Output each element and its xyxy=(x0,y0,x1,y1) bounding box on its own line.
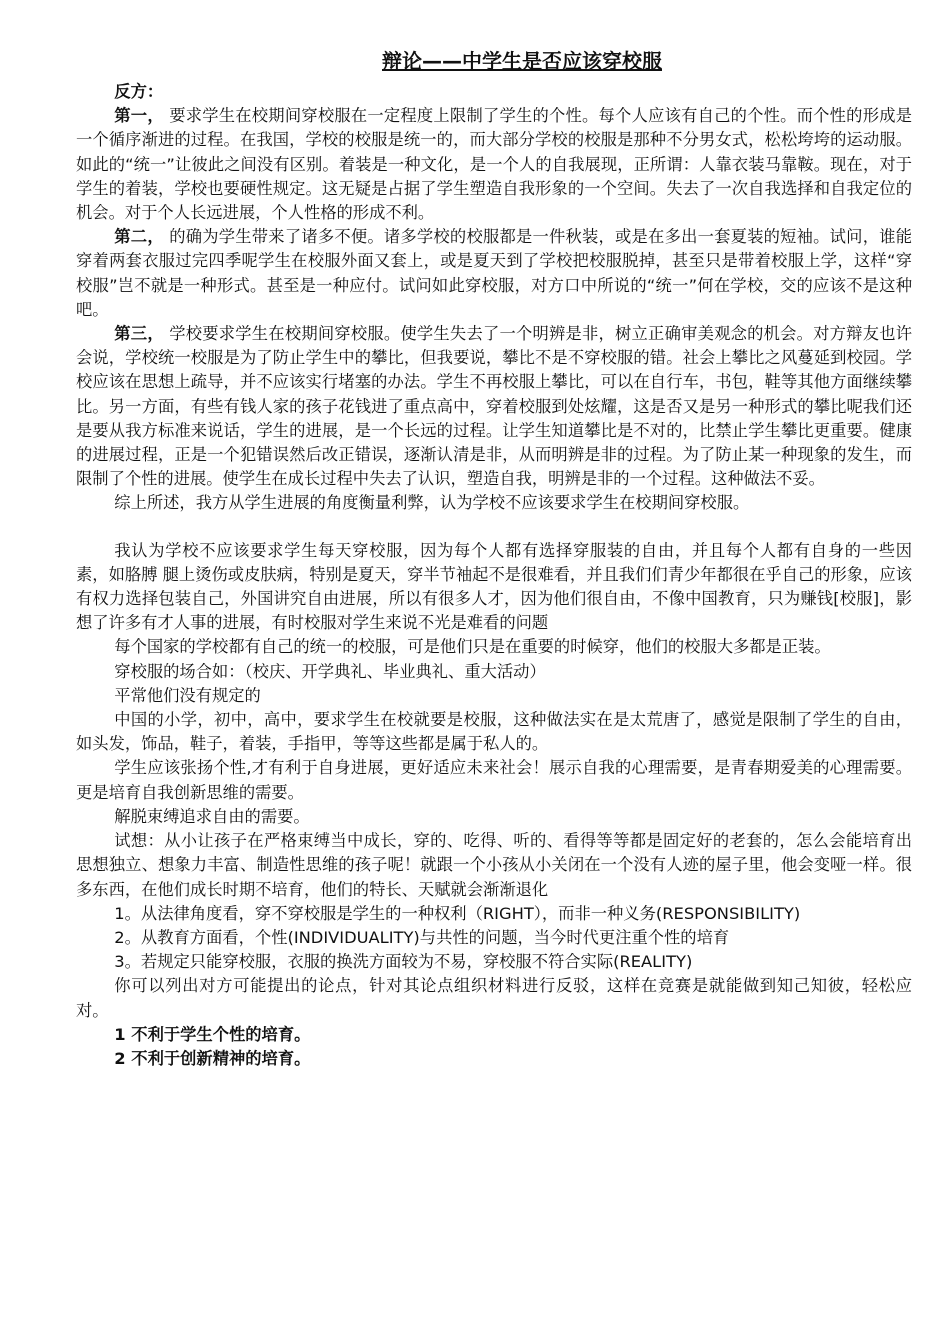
point-2-label: 第二， xyxy=(114,227,164,247)
point-3-label: 第三， xyxy=(114,324,164,344)
page-title: 辩论——中学生是否应该穿校服 xyxy=(382,49,662,73)
paragraph: 中国的小学，初中，高中，要求学生在校就要是校服，这种做法实在是太荒唐了，感觉是限制了学生的自由，如头发，饰品，鞋子，着装，手指甲，等等这些都是属于私人的。 xyxy=(76,710,912,754)
paragraph: 解脱束缚追求自由的需要。 xyxy=(114,806,310,826)
paragraph: 你可以列出对方可能提出的论点，针对其论点组织材料进行反驳，这样在竞赛是就能做到知己知彼，轻松应对。 xyxy=(76,976,912,1020)
document-page xyxy=(76,44,912,1071)
paragraph: 平常他们没有规定的 xyxy=(114,685,261,705)
summary-paragraph: 综上所述，我方从学生进展的角度衡量利弊，认为学校不应该要求学生在校期间穿校服。 xyxy=(114,493,750,513)
paragraph: 试想：从小让孩子在严格束缚当中成长，穿的、吃得、听的、看得等等都是固定好的老套的，怎么会能培育出思想独立、想象力丰富、制造性思维的孩子呢！就跟一个小孩从小关闭在一个没有人迹的屋子里，他会变哑一样。很多东西，在他们成长时期不培育，他们的特长、天赋就会渐渐退化 xyxy=(76,831,912,899)
point-1-label: 第一， xyxy=(114,106,164,126)
paragraph: 我认为学校不应该要求学生每天穿校服，因为每个人都有选择穿服装的自由，并且每个人都有自身的一些因素，如胳膊 腿上烫伤或皮肤病，特别是夏天，穿半节袖起不是很难看，并且我们们青少年都很在乎自己的形象，应该有权力选择包装自己，外国讲究自由进展，所以有很多人才，因为他们很自由，不像中国教育，只为赚钱[校服]，影想了许多有才人事的进展，有时校服对学生来说不光是难看的问题 xyxy=(76,540,912,633)
point-2-text: 的确为学生带来了诸多不便。诸多学校的校服都是一件秋装，或是在多出一套夏装的短袖。试问，谁能穿着两套衣服过完四季呢学生在校服外面又套上，或是夏天到了学校把校服脱掉，甚至只是带着校服上学，这样“穿校服”岂不就是一种形式。甚至是一种应付。试问如此穿校服，对方口中所说的“统一”何在学校，交的应该不是这种吧。 xyxy=(76,227,912,319)
spacer xyxy=(76,516,912,539)
paragraph: 每个国家的学校都有自己的统一的校服，可是他们只是在重要的时候穿，他们的校服大多都是正装。 xyxy=(114,637,831,657)
point-2 xyxy=(76,225,912,322)
conclusion-1: 1 不利于学生个性的培育。 xyxy=(114,1024,311,1044)
point-3-text: 学校要求学生在校期间穿校服。使学生失去了一个明辨是非，树立正确审美观念的机会。对方辩友也许会说，学校统一校服是为了防止学生中的攀比，但我要说，攀比不是不穿校服的错。社会上攀比之风蔓延到校园。学校应该在思想上疏导，并不应该实行堵塞的办法。学生不再校服上攀比，可以在自行车，书包，鞋等其他方面继续攀比。另一方面，有些有钱人家的孩子花钱进了重点高中，穿着校服到处炫耀，这是否又是另一种形式的攀比呢我们还是要从我方标准来说话，学生的进展，是一个长远的过程。让学生知道攀比是不对的，比禁止学生攀比更重要。健康的进展过程，正是一个犯错误然后改正错误，逐渐认清是非，从而明辨是非的过程。为了防止某一种现象的发生，而限制了个性的进展。使学生在成长过程中失去了认识，塑造自我，明辨是非的一个过程。这种做法不妥。 xyxy=(76,324,912,489)
paragraph: 3。若规定只能穿校服，衣服的换洗方面较为不易，穿校服不符合实际(REALITY) xyxy=(114,952,693,972)
point-1 xyxy=(76,104,912,225)
point-1-text: 要求学生在校期间穿校服在一定程度上限制了学生的个性。每个人应该有自己的个性。而个性的形成是一个循序渐进的过程。在我国，学校的校服是统一的，而大部分学校的校服是那种不分男女式，松松垮垮的运动服。如此的“统一”让彼此之间没有区别。着装是一种文化，是一个人的自我展现，正所谓：人靠衣装马靠鞍。现在，对于学生的着装，学校也要硬性规定。这无疑是占据了学生塑造自我形象的一个空间。失去了一次自我选择和自我定位的机会。对于个人长远进展，个人性格的形成不利。 xyxy=(76,106,912,223)
side-label: 反方： xyxy=(114,82,164,101)
paragraph: 学生应该张扬个性,才有利于自身进展，更好适应未来社会！展示自我的心理需要，是青春期爱美的心理需要。更是培育自我创新思维的需要。 xyxy=(76,758,912,802)
paragraph: 穿校服的场合如：（校庆、开学典礼、毕业典礼、重大活动） xyxy=(114,661,546,681)
conclusion-2: 2 不利于创新精神的培育。 xyxy=(114,1048,311,1068)
point-3 xyxy=(76,322,912,491)
paragraph: 2。从教育方面看，个性(INDIVIDUALITY)与共性的问题，当今时代更注重个性的培育 xyxy=(114,927,730,947)
paragraph: 1。从法律角度看，穿不穿校服是学生的一种权利（RIGHT），而非一种义务(RESPONSIBILITY) xyxy=(114,903,801,923)
